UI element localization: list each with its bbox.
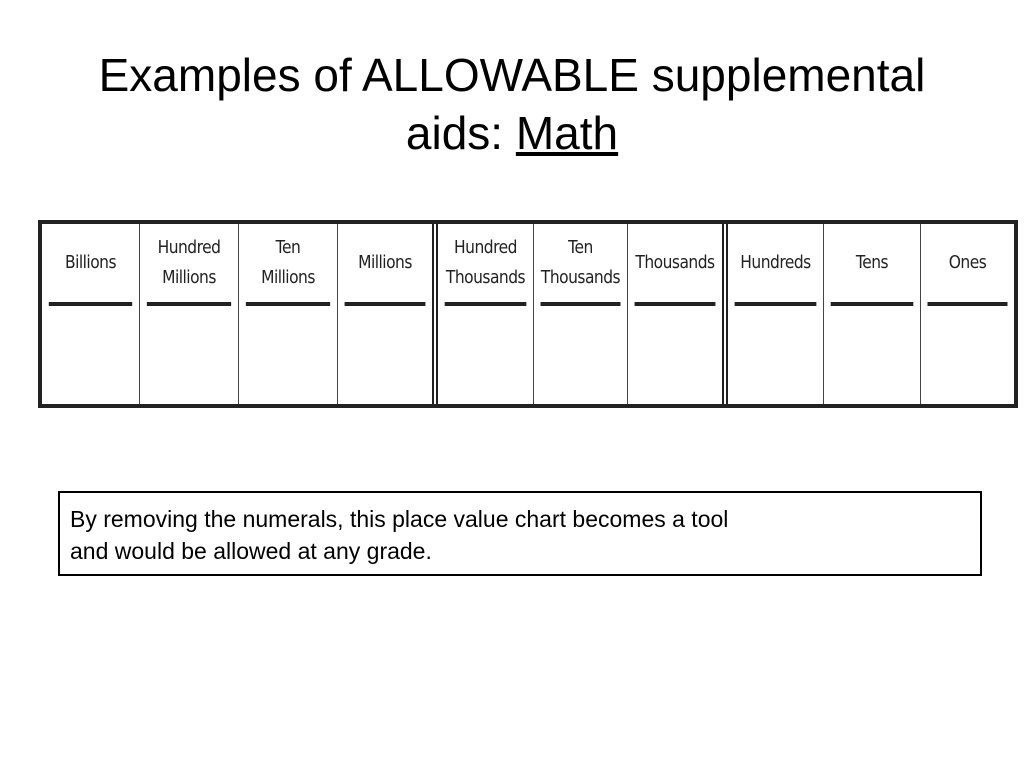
column-header: Hundreds	[735, 224, 817, 306]
column-header: Tens	[831, 224, 914, 306]
column-header: Millions	[345, 224, 426, 306]
explanation-note	[58, 491, 982, 576]
note-line-2: and would be allowed at any grade.	[70, 538, 432, 564]
slide-title	[0, 46, 1024, 162]
column-header: Billions	[49, 224, 132, 306]
column-header: Ten Thousands	[541, 224, 621, 306]
empty-cell	[42, 306, 139, 404]
empty-cell	[728, 306, 823, 404]
empty-cell	[140, 306, 238, 404]
column-tens	[824, 224, 921, 404]
column-hundred-thousands	[438, 224, 534, 404]
column-billions	[42, 224, 140, 404]
column-thousands	[628, 224, 728, 404]
column-hundred-millions	[140, 224, 239, 404]
place-value-chart	[38, 220, 1018, 408]
empty-cell	[338, 306, 432, 404]
empty-cell	[239, 306, 337, 404]
column-ten-millions	[239, 224, 338, 404]
empty-cell	[534, 306, 627, 404]
slide-title-prefix: aids:	[405, 107, 516, 159]
empty-cell	[824, 306, 920, 404]
empty-cell	[921, 306, 1014, 404]
column-millions	[338, 224, 438, 404]
column-ones	[921, 224, 1014, 404]
column-header: Hundred Thousands	[445, 224, 527, 306]
column-ten-thousands	[534, 224, 628, 404]
column-hundreds	[728, 224, 824, 404]
column-header: Ten Millions	[246, 224, 330, 306]
slide-title-line1: Examples of ALLOWABLE supplemental	[98, 49, 926, 101]
column-header: Thousands	[635, 224, 716, 306]
column-header: Hundred Millions	[147, 224, 231, 306]
note-line-1: By removing the numerals, this place value chart becomes a tool	[70, 506, 729, 532]
slide-title-subject: Math	[515, 107, 619, 159]
empty-cell	[628, 306, 722, 404]
empty-cell	[438, 306, 533, 404]
column-header: Ones	[928, 224, 1008, 306]
